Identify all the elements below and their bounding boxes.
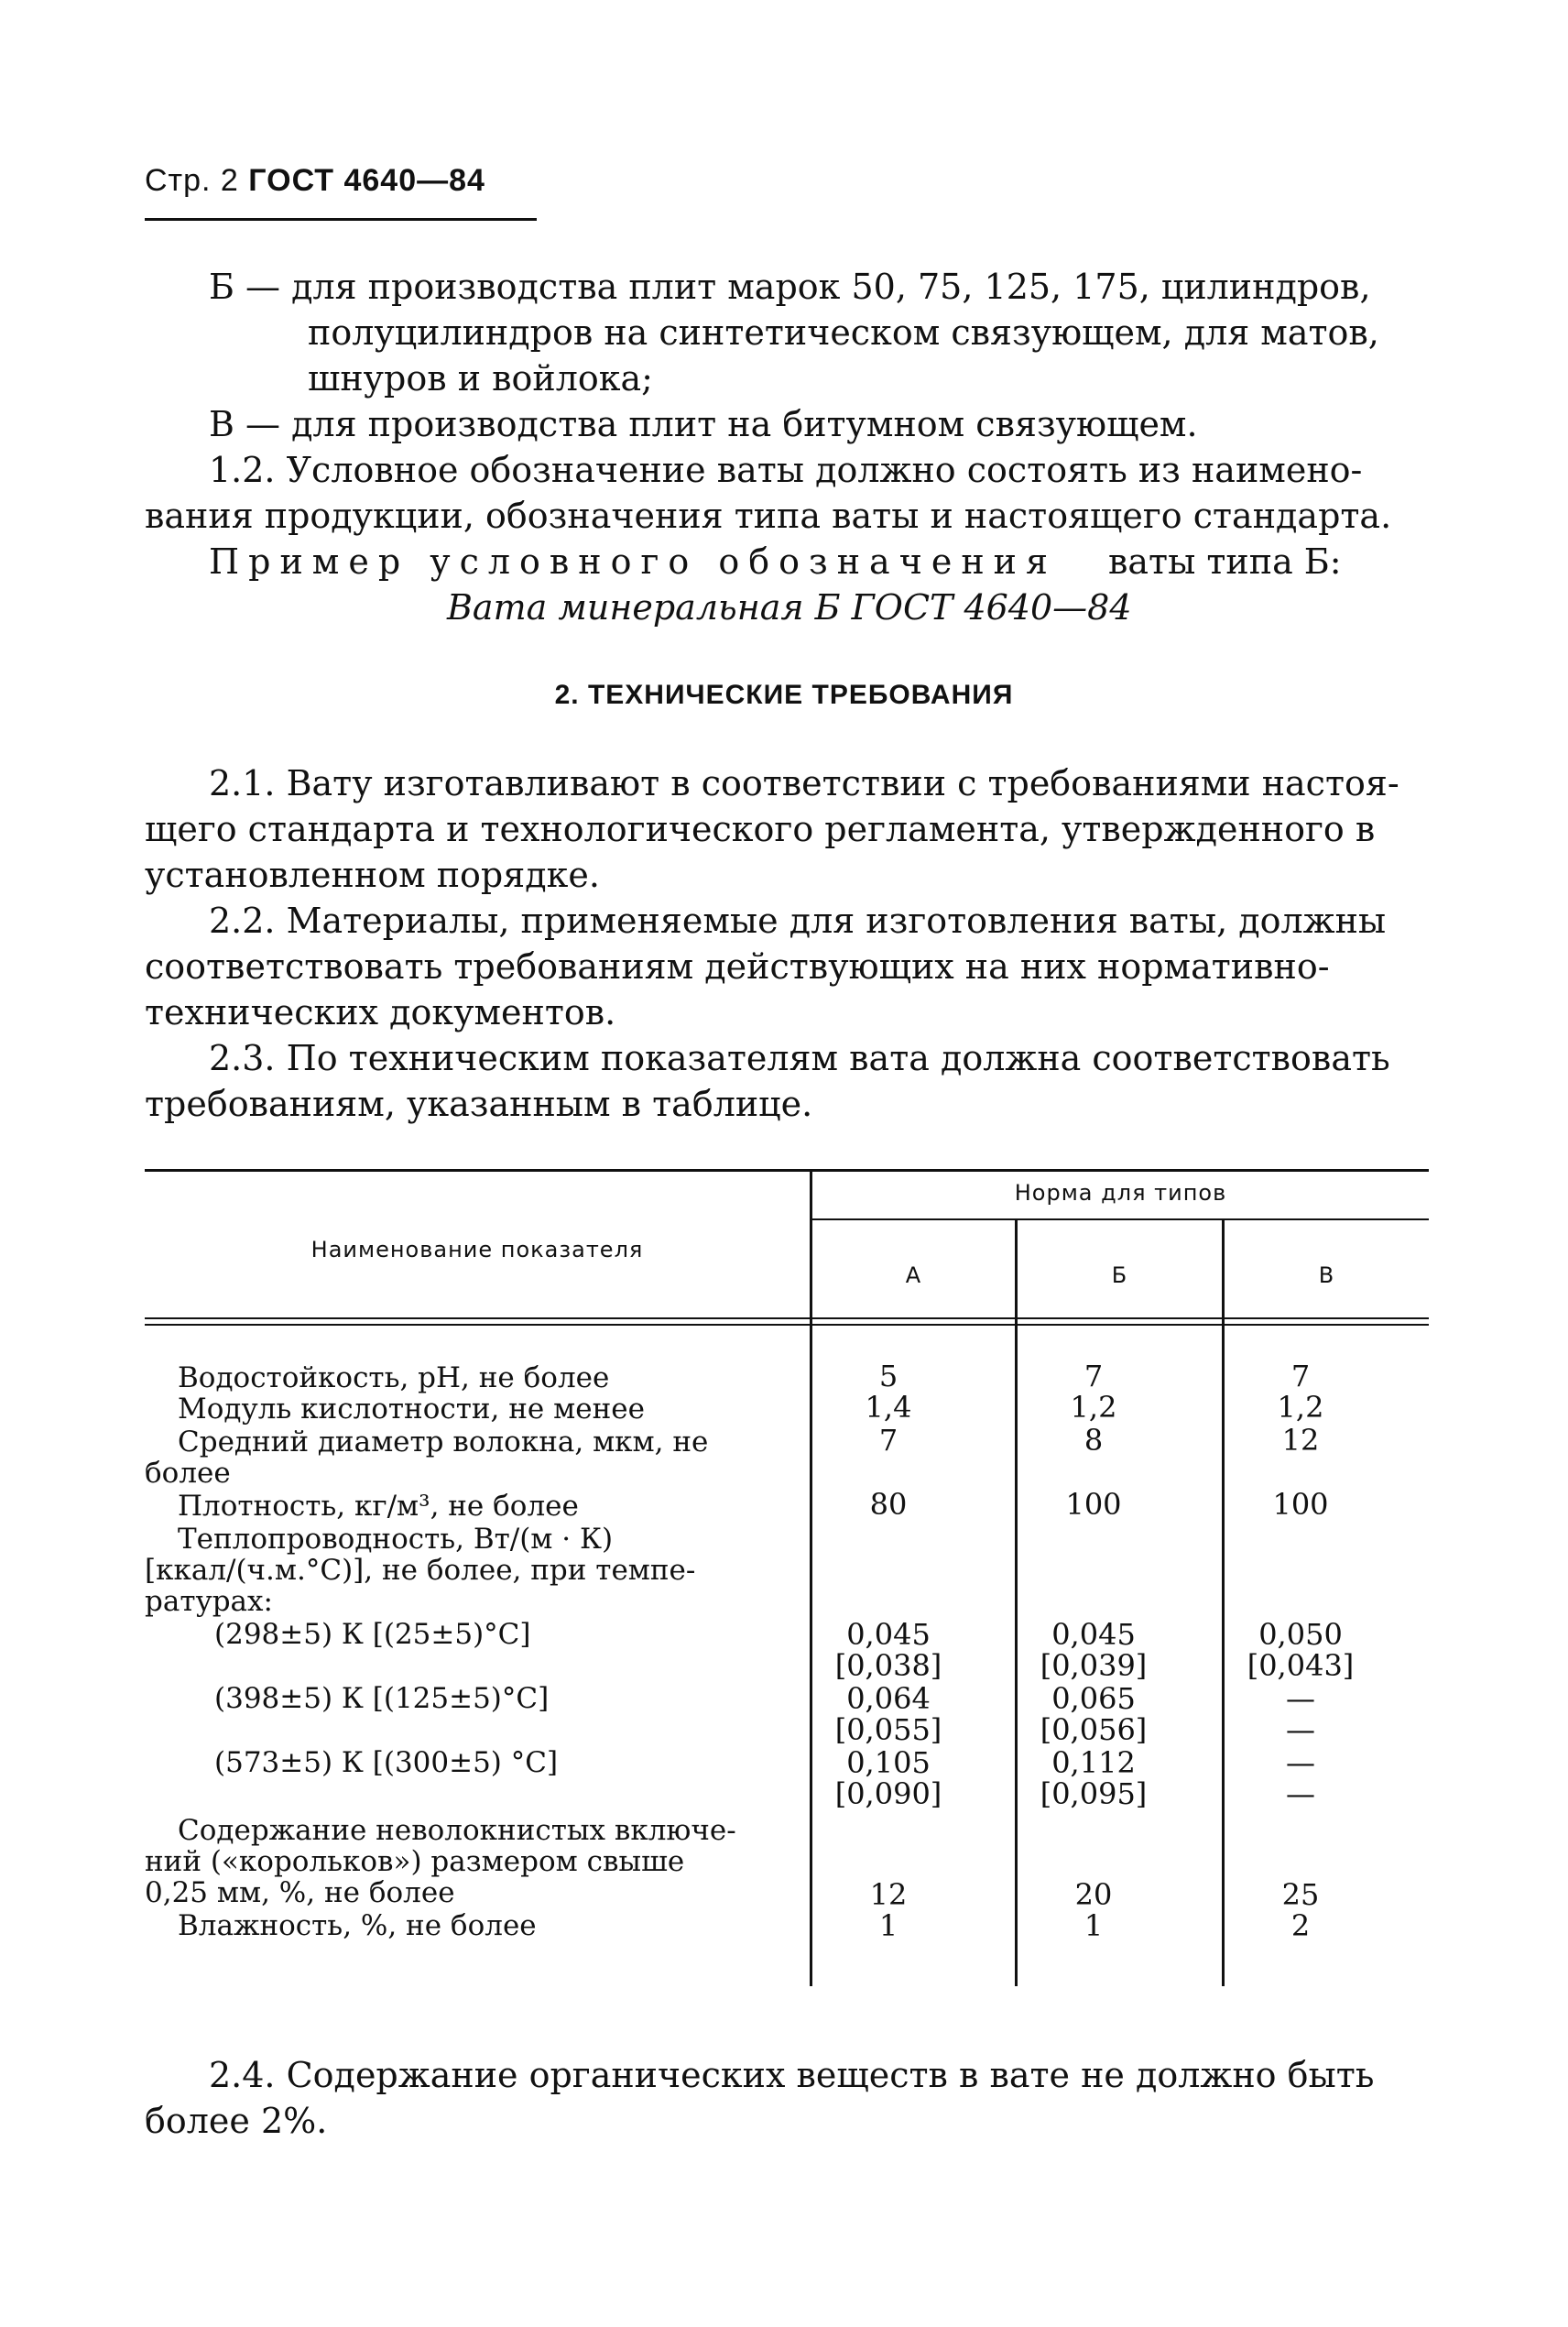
table-cell-v: — — [1286, 1712, 1315, 1747]
table-cell-v: 2 — [1290, 1908, 1311, 1943]
table-cell-v: — — [1286, 1776, 1315, 1811]
table-cell-b: 0,045 — [1051, 1617, 1136, 1652]
table-cell-b: [0,056] — [1040, 1712, 1148, 1747]
table-row-label-cont: более — [145, 1457, 231, 1490]
table-cell-b: [0,095] — [1040, 1776, 1148, 1811]
table-cell-a: 0,064 — [846, 1681, 931, 1716]
header-rule — [145, 218, 537, 221]
table-cell-a: 5 — [878, 1359, 898, 1393]
table-top-rule — [145, 1169, 1429, 1172]
table-cell-v: — — [1286, 1681, 1315, 1716]
table-col-group: Норма для типов — [1014, 1180, 1227, 1206]
page-label: Стр. 2 — [145, 163, 239, 198]
table-vline-3 — [1222, 1220, 1225, 1986]
table-col-name: Наименование показателя — [310, 1237, 644, 1262]
table-row-label-cont: ний («корольков») размером свыше — [145, 1845, 685, 1878]
p12-line1: 1.2. Условное обозначение ваты должно состоять из наимено- — [209, 450, 1363, 490]
table-cell-v: 25 — [1281, 1877, 1320, 1912]
table-row-label: (573±5) К [(300±5) °С] — [214, 1746, 559, 1779]
table-cell-v: — — [1286, 1745, 1315, 1780]
table-row-label: (298±5) К [(25±5)°С] — [214, 1618, 531, 1651]
table-row-label: Водостойкость, рН, не более — [178, 1361, 610, 1394]
table-cell-a: 1 — [878, 1908, 898, 1943]
p22-line1: 2.2. Материалы, применяемые для изготовления ваты, должны — [209, 901, 1387, 941]
table-cell-b: [0,039] — [1040, 1648, 1148, 1683]
table-cell-a: 1,4 — [865, 1390, 912, 1425]
table-col-b: Б — [1111, 1262, 1128, 1288]
table-cell-v: 1,2 — [1277, 1390, 1324, 1425]
table-cell-a: 0,105 — [846, 1745, 931, 1780]
table-cell-b: 8 — [1083, 1423, 1104, 1458]
p23-line1: 2.3. По техническим показателям вата должна соответствовать — [209, 1038, 1390, 1078]
table-cell-a: [0,038] — [834, 1648, 942, 1683]
table-cell-v: 12 — [1281, 1423, 1320, 1458]
page-header — [145, 163, 485, 199]
table-cell-v: 7 — [1290, 1359, 1311, 1393]
table-row-label-cont: ратурах: — [145, 1585, 273, 1618]
table-row-label: Влажность, %, не более — [178, 1909, 537, 1942]
table-group-rule — [810, 1218, 1429, 1220]
table-cell-b: 0,112 — [1051, 1745, 1136, 1780]
table-cell-b: 20 — [1074, 1877, 1113, 1912]
table-row-label: Плотность, кг/м³, не более — [178, 1490, 579, 1523]
p23-line2: требованиям, указанным в таблице. — [145, 1084, 813, 1124]
table-header-rule-2 — [145, 1324, 1429, 1326]
table-row-label: (398±5) К [(125±5)°С] — [214, 1682, 550, 1715]
table-cell-b: 100 — [1065, 1487, 1122, 1522]
table-vline-2 — [1015, 1220, 1018, 1986]
p12-line2: вания продукции, обозначения типа ваты и настоящего стандарта. — [145, 496, 1392, 536]
item-b-line1: Б — для производства плит марок 50, 75, 125, 175, цилиндров, — [209, 267, 1371, 307]
p21-line2: щего стандарта и технологического регламента, утвержденного в — [145, 809, 1376, 849]
table-col-v: В — [1318, 1262, 1335, 1288]
table-row-label-cont: [ккал/(ч.м.°С)], не более, при темпе- — [145, 1554, 696, 1587]
standard-number: ГОСТ 4640—84 — [248, 163, 485, 198]
p24-line1: 2.4. Содержание органических веществ в вате не должно быть — [209, 2055, 1375, 2095]
section-title: 2. ТЕХНИЧЕСКИЕ ТРЕБОВАНИЯ — [554, 680, 1014, 710]
table-cell-b: 7 — [1083, 1359, 1104, 1393]
table-cell-a: [0,055] — [834, 1712, 942, 1747]
example-label: Пример условного обозначения — [209, 541, 1057, 582]
table-cell-b: 0,065 — [1051, 1681, 1136, 1716]
p22-line3: технических документов. — [145, 992, 616, 1032]
p21-line3: установленном порядке. — [145, 855, 600, 895]
table-row-label: Модуль кислотности, не менее — [178, 1393, 645, 1426]
item-v: В — для производства плит на битумном связующем. — [209, 404, 1198, 444]
p21-line1: 2.1. Вату изготавливают в соответствии с требованиями настоя- — [209, 763, 1399, 803]
table-cell-a: 12 — [869, 1877, 908, 1912]
table-row-label: Средний диаметр волокна, мкм, не — [178, 1426, 709, 1458]
table-cell-a: [0,090] — [834, 1776, 942, 1811]
example-value: Вата минеральная Б ГОСТ 4640—84 — [447, 587, 1132, 628]
table-cell-v: 100 — [1272, 1487, 1329, 1522]
table-cell-b: 1,2 — [1070, 1390, 1117, 1425]
table-vline-1 — [810, 1169, 812, 1986]
table-cell-v: 0,050 — [1258, 1617, 1343, 1652]
p24-line2: более 2%. — [145, 2101, 328, 2141]
item-b-line3: шнуров и войлока; — [308, 358, 653, 399]
table-row-label: Теплопроводность, Вт/(м · К) — [178, 1523, 614, 1556]
p22-line2: соответствовать требованиям действующих на них нормативно- — [145, 946, 1330, 987]
item-b-line2: полуцилиндров на синтетическом связующем, для матов, — [308, 312, 1379, 353]
table-col-a: А — [905, 1262, 922, 1288]
table-cell-a: 7 — [878, 1423, 898, 1458]
table-cell-a: 80 — [869, 1487, 908, 1522]
table-row-label: Содержание неволокнистых включе- — [178, 1814, 736, 1847]
table-header-rule-1 — [145, 1317, 1429, 1319]
table-cell-v: [0,043] — [1247, 1648, 1355, 1683]
table-row-label-cont: 0,25 мм, %, не более — [145, 1876, 455, 1909]
example-tail: ваты типа Б: — [1108, 541, 1342, 582]
table-cell-b: 1 — [1083, 1908, 1104, 1943]
table-cell-a: 0,045 — [846, 1617, 931, 1652]
